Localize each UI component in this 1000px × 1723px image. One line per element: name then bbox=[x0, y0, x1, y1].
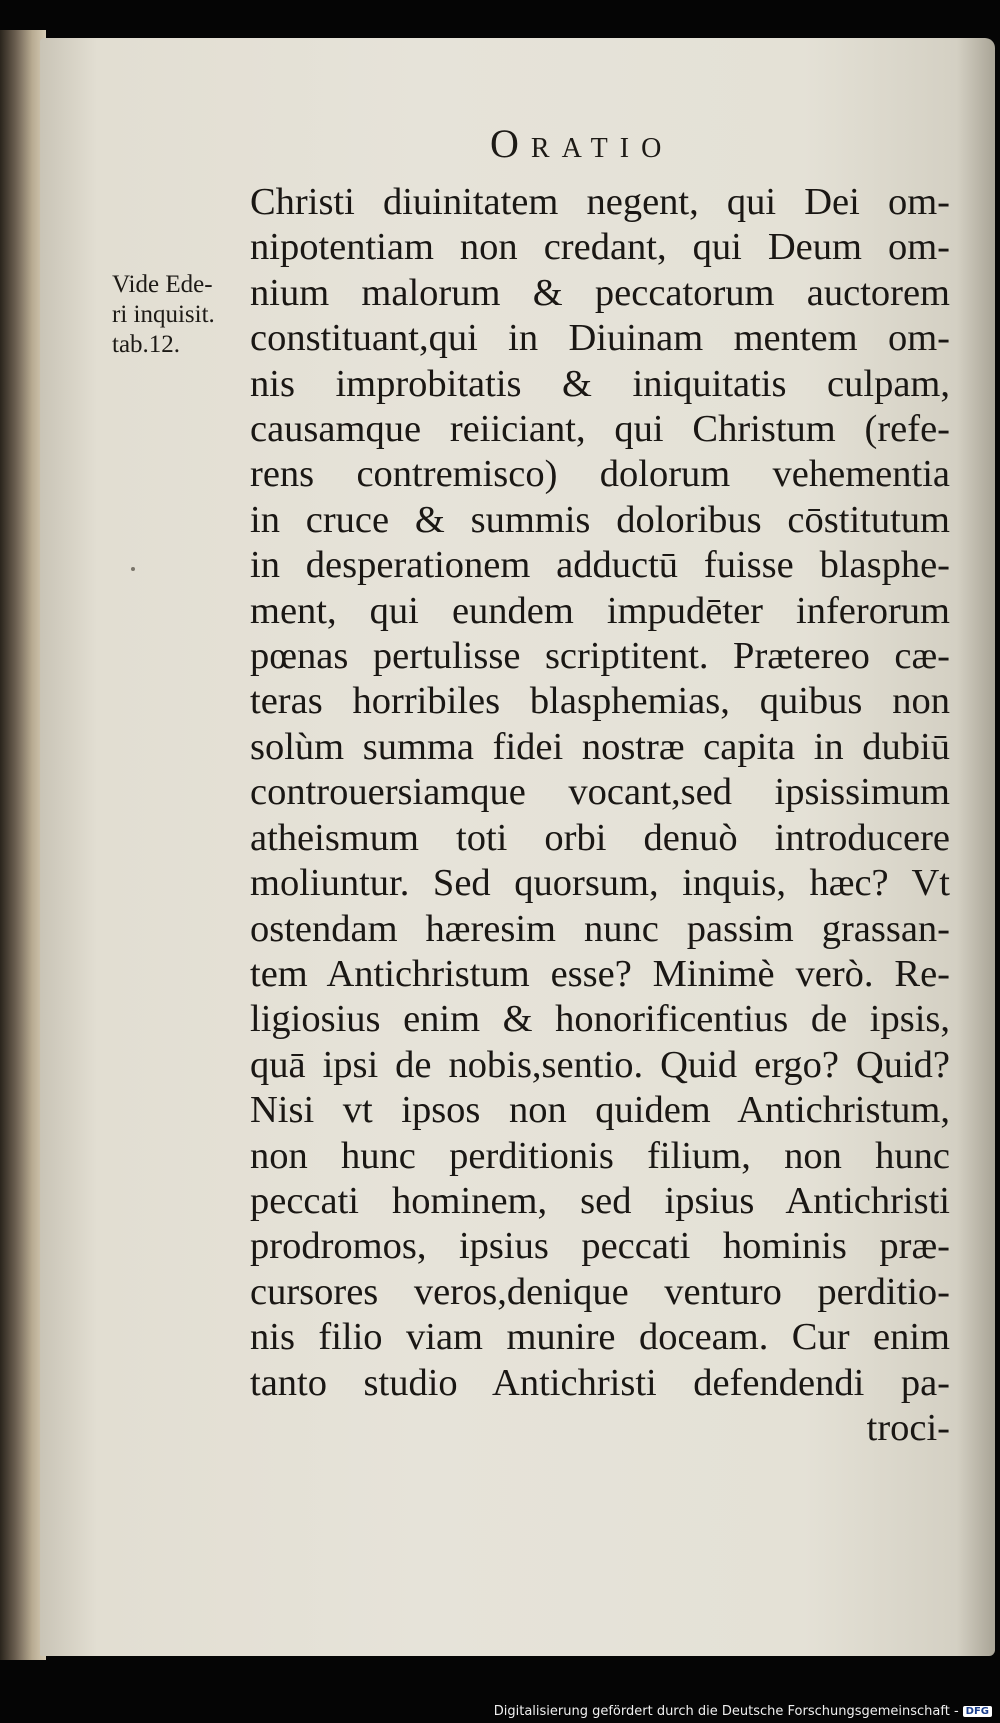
body-text bbox=[250, 180, 950, 1451]
text-line: nis filio viam munire doceam. Cur enim bbox=[250, 1316, 950, 1359]
text-line: ment, qui eundem impudēter inferorum bbox=[250, 589, 950, 632]
text-line: quā ipsi de nobis,sentio. Quid ergo? Quid? bbox=[250, 1043, 950, 1086]
digitization-credit bbox=[494, 1704, 992, 1719]
text-line: nipotentiam non credant, qui Deum om- bbox=[250, 226, 950, 269]
margin-note-line: ri inquisit. bbox=[112, 301, 215, 328]
text-line: non hunc perditionis filium, non hunc bbox=[250, 1134, 950, 1177]
text-line: ligiosius enim & honorificentius de ipsis, bbox=[250, 998, 950, 1041]
text-line: nium malorum & peccatorum auctorem bbox=[250, 271, 950, 314]
credit-text: Digitalisierung gefördert durch die Deutsche Forschungsgemeinschaft - bbox=[493, 1704, 959, 1719]
text-line: controuersiamque vocant,sed ipsissimum bbox=[250, 771, 950, 814]
text-line: solùm summa fidei nostræ capita in dubiū bbox=[250, 725, 950, 768]
text-line: Christi diuinitatem negent, qui Dei om- bbox=[250, 181, 950, 223]
text-line: troci- bbox=[866, 1406, 950, 1449]
text-line: teras horribiles blasphemias, quibus non bbox=[250, 680, 950, 723]
text-line: pœnas pertulisse scriptitent. Prætereo cæ- bbox=[250, 635, 950, 678]
text-line: ostendam hæresim nunc passim grassan- bbox=[250, 907, 950, 950]
margin-note-line: Vide Ede- bbox=[112, 271, 213, 298]
margin-note-line: tab.12. bbox=[112, 331, 181, 358]
text-line: atheismum toti orbi denuò introducere bbox=[250, 816, 950, 859]
text-line: rens contremisco) dolorum vehementia bbox=[250, 453, 950, 496]
text-line: tanto studio Antichristi defendendi pa- bbox=[250, 1361, 950, 1404]
paper-speck bbox=[131, 567, 135, 571]
text-line: constituant,qui in Diuinam mentem om- bbox=[250, 317, 950, 360]
text-line: cursores veros,denique venturo perditio- bbox=[250, 1270, 950, 1313]
text-line: prodromos, ipsius peccati hominis præ- bbox=[250, 1225, 950, 1268]
text-line: tem Antichristum esse? Minimè verò. Re- bbox=[250, 952, 950, 995]
text-line: Nisi vt ipsos non quidem Antichristum, bbox=[250, 1089, 950, 1132]
text-line: nis improbitatis & iniquitatis culpam, bbox=[250, 362, 950, 405]
text-line: peccati hominem, sed ipsius Antichristi bbox=[250, 1179, 950, 1222]
margin-note bbox=[112, 270, 262, 360]
text-line: causamque reiiciant, qui Christum (refe- bbox=[250, 408, 950, 451]
text-line: moliuntur. Sed quorsum, inquis, hæc? Vt bbox=[250, 862, 950, 905]
running-head: Oratio bbox=[490, 121, 674, 166]
text-line: in desperationem adductū fuisse blasphe- bbox=[250, 544, 950, 587]
text-line: in cruce & summis doloribus cōstitutum bbox=[250, 498, 950, 541]
dfg-logo: DFG bbox=[963, 1706, 992, 1717]
